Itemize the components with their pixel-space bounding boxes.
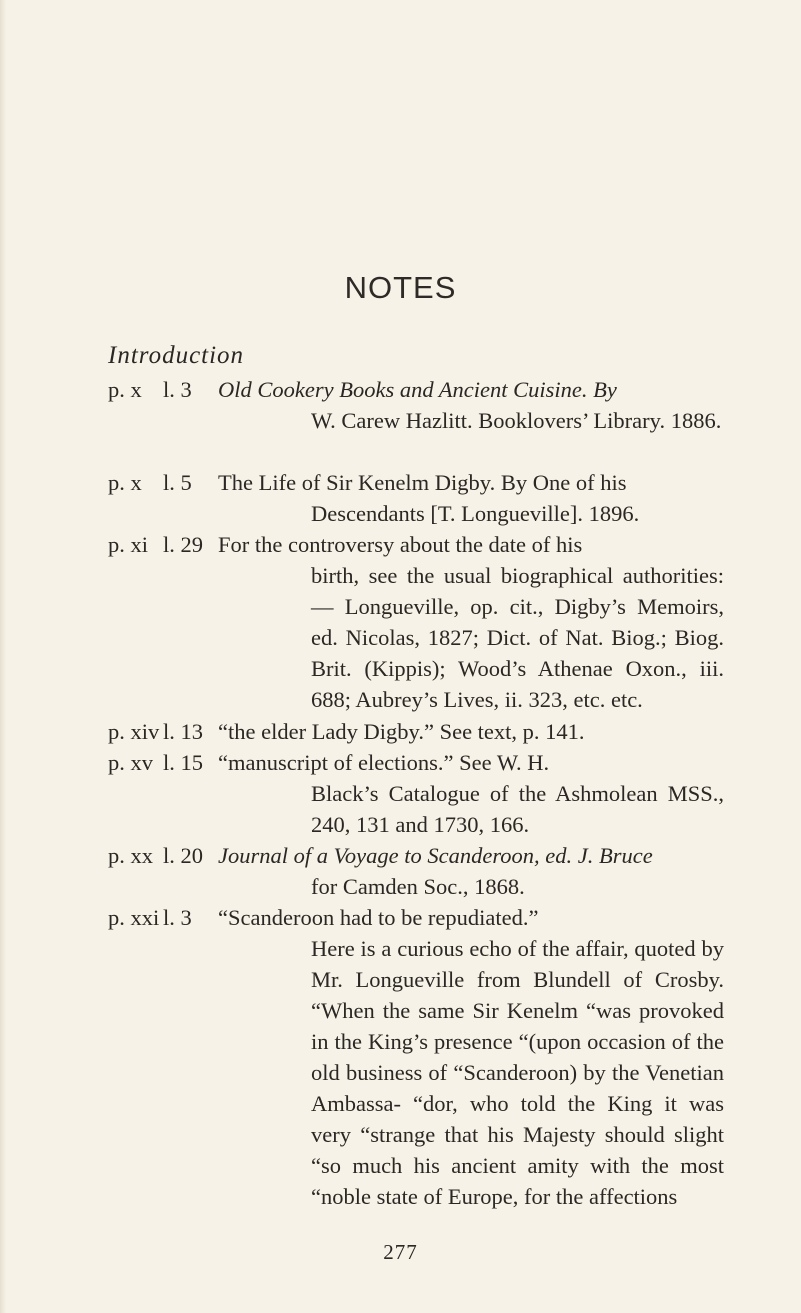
note-line: l. 3 xyxy=(163,377,192,402)
note-page: p. xxi xyxy=(108,905,160,930)
note-entry xyxy=(108,467,724,529)
note-continuation: for Camden Soc., 1868. xyxy=(311,874,525,899)
note-entry xyxy=(108,374,724,467)
note-entry xyxy=(108,747,724,840)
note-line: l. 3 xyxy=(163,905,192,930)
note-continuation: birth, see the usual biographical authorities: — Longueville, op. cit., Digby’s Memoirs, ed. Nicolas, 1827; Dict. of Nat. Biog.; Biog. Brit. (Kippis); Wood’s Athenae Oxon., iii. 688; Aubrey’s Lives, ii. 323, etc. etc. xyxy=(311,563,724,712)
page-title: NOTES xyxy=(344,270,457,305)
note-reference xyxy=(108,747,203,778)
note-page: p. xv xyxy=(108,750,153,775)
note-entry xyxy=(108,529,724,716)
note-first-line: “Scanderoon had to be repudiated.” xyxy=(218,905,539,930)
note-page: p. x xyxy=(108,470,142,495)
note-continuation: Descendants [T. Longueville]. 1896. xyxy=(311,501,640,526)
note-line: l. 13 xyxy=(163,719,204,744)
note-first-line: The Life of Sir Kenelm Digby. By One of his xyxy=(218,470,627,495)
note-page: p. xx xyxy=(108,843,153,868)
note-line: l. 20 xyxy=(163,843,204,868)
note-reference xyxy=(108,902,192,933)
note-page: p. xiv xyxy=(108,719,160,744)
note-reference xyxy=(108,716,203,747)
note-page: p. xi xyxy=(108,532,149,557)
note-entry xyxy=(108,840,724,902)
note-line: l. 15 xyxy=(163,750,204,775)
notes-list xyxy=(108,374,724,1212)
note-reference xyxy=(108,374,192,405)
page-edge-shadow xyxy=(0,0,6,1313)
note-line: l. 5 xyxy=(163,470,192,495)
note-first-line: “the elder Lady Digby.” See text, p. 141. xyxy=(218,719,585,744)
note-reference xyxy=(108,840,203,871)
note-reference xyxy=(108,529,203,560)
note-entry xyxy=(108,716,724,747)
note-line: l. 29 xyxy=(163,532,204,557)
section-title: Introduction xyxy=(108,342,245,369)
note-first-line: “manuscript of elections.” See W. H. xyxy=(218,750,550,775)
note-continuation: Here is a curious echo of the affair, quoted by Mr. Longueville from Blundell of Crosby. “When the same Sir Kenelm “was provoked in the King’s presence “(upon occasion of the old business of “Scanderoon) by the Venetian Ambassa- “dor, who told the King it was very “strange that his Majesty should slight “so much his ancient amity with the most “noble state of Europe, for the affections xyxy=(311,936,724,1209)
note-reference xyxy=(108,467,192,498)
note-page: p. x xyxy=(108,377,142,402)
page-number: 277 xyxy=(383,1240,418,1264)
note-first-line: For the controversy about the date of his xyxy=(218,532,583,557)
note-continuation: Black’s Catalogue of the Ashmolean MSS., 240, 131 and 1730, 166. xyxy=(311,781,724,837)
note-first-line: Old Cookery Books and Ancient Cuisine. By xyxy=(218,377,617,402)
note-entry xyxy=(108,902,724,1212)
note-first-line: Journal of a Voyage to Scanderoon, ed. J. Bruce xyxy=(218,843,653,868)
note-continuation: W. Carew Hazlitt. Booklovers’ Library. 1886. xyxy=(311,408,722,433)
